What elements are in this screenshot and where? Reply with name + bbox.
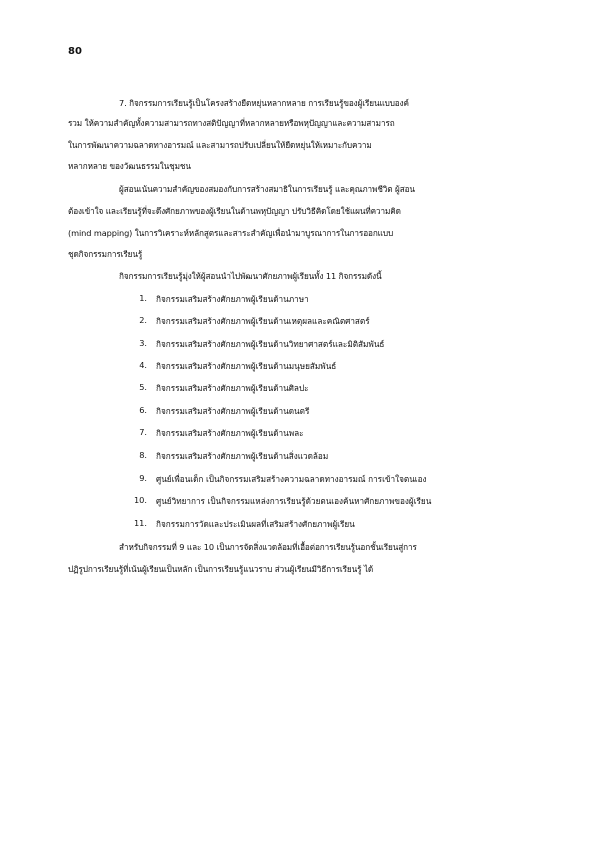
list-item-number: 4. [139, 360, 147, 370]
paragraph1-line: 7. กิจกรรมการเรียนรู้เป็นโครงสร้างยืดหยุ่นหลากหลาย การเรียนรู้ของผู้เรียนแบบองค์ [119, 98, 409, 108]
paragraph2-line: ผู้สอนเน้นความสำคัญของสมองกับการสร้างสมาธิในการเรียนรู้ และคุณภาพชีวิต ผู้สอน [119, 184, 415, 194]
list-item-number: 2. [139, 315, 147, 325]
paragraph3-line: ปฏิรูปการเรียนรู้ที่เน้นผู้เรียนเป็นหลัก เป็นการเรียนรู้แนวราบ ส่วนผู้เรียนมีวิธีการเรียนรู้ ได้ [68, 564, 374, 574]
list-item-number: 9. [139, 473, 147, 483]
list-item-text: กิจกรรมการวัดและประเมินผลที่เสริมสร้างศักยภาพผู้เรียน [156, 519, 355, 529]
list-item-text: ศูนย์เพื่อนเด็ก เป็นกิจกรรมเสริมสร้างความฉลาดทางอารมณ์ การเข้าใจตนเอง [156, 474, 427, 484]
list-item-text: กิจกรรมเสริมสร้างศักยภาพผู้เรียนด้านวิทยาศาสตร์และมิติสัมพันธ์ [156, 339, 385, 349]
page-number: 80 [68, 46, 82, 57]
list-item-number: 3. [139, 338, 147, 348]
list-item-text: กิจกรรมเสริมสร้างศักยภาพผู้เรียนด้านมนุษยสัมพันธ์ [156, 361, 337, 371]
paragraph1-line: ในการพัฒนาความฉลาดทางอารมณ์ และสามารถปรับเปลี่ยนให้ยืดหยุ่นให้เหมาะกับความ [68, 140, 372, 150]
paragraph1-line: รวม ให้ความสำคัญทั้งความสามารถทางสติปัญญาที่หลากหลายหรือพหุปัญญาและความสามารถ [68, 118, 395, 128]
list-item-number: 1. [139, 293, 147, 303]
list-item-number: 11. [133, 518, 147, 528]
list-item-number: 7. [139, 427, 147, 437]
list-item-number: 10. [133, 495, 147, 505]
list-item-number: 5. [139, 382, 147, 392]
list-item-text: กิจกรรมเสริมสร้างศักยภาพผู้เรียนด้านศิลปะ [156, 383, 309, 393]
list-item-text: กิจกรรมเสริมสร้างศักยภาพผู้เรียนด้านเหตุผลและคณิตศาสตร์ [156, 316, 370, 326]
list-intro: กิจกรรมการเรียนรู้มุ่งให้ผู้สอนนำไปพัฒนาศักยภาพผู้เรียนทั้ง 11 กิจกรรมดังนี้ [119, 271, 382, 281]
list-item-text: กิจกรรมเสริมสร้างศักยภาพผู้เรียนด้านพละ [156, 428, 304, 438]
paragraph2-line: ชุดกิจกรรมการเรียนรู้ [68, 249, 143, 259]
paragraph2-line: (mind mapping) ในการวิเคราะห์หลักสูตรและสาระสำคัญเพื่อนำมาบูรณาการในการออกแบบ [68, 228, 394, 238]
list-item-text: ศูนย์วิทยาการ เป็นกิจกรรมแหล่งการเรียนรู้ด้วยตนเองค้นหาศักยภาพของผู้เรียน [156, 496, 432, 506]
list-item-text: กิจกรรมเสริมสร้างศักยภาพผู้เรียนด้านดนตรี [156, 406, 310, 416]
list-item-text: กิจกรรมเสริมสร้างศักยภาพผู้เรียนด้านภาษา [156, 294, 309, 304]
list-item-number: 6. [139, 405, 147, 415]
paragraph2-line: ต้องเข้าใจ และเรียนรู้ที่จะดึงศักยภาพของผู้เรียนในด้านพหุปัญญา ปรับวิธีคิดโดยใช้แผนที่ความคิด [68, 206, 401, 216]
list-item-number: 8. [139, 450, 147, 460]
paragraph1-line: หลากหลาย ของวัฒนธรรมในชุมชน [68, 161, 191, 171]
paragraph3-line: สำหรับกิจกรรมที่ 9 และ 10 เป็นการจัดสิ่งแวดล้อมที่เอื้อต่อการเรียนรู้นอกชั้นเรียนสู่การ [119, 542, 417, 552]
list-item-text: กิจกรรมเสริมสร้างศักยภาพผู้เรียนด้านสิ่งแวดล้อม [156, 451, 329, 461]
